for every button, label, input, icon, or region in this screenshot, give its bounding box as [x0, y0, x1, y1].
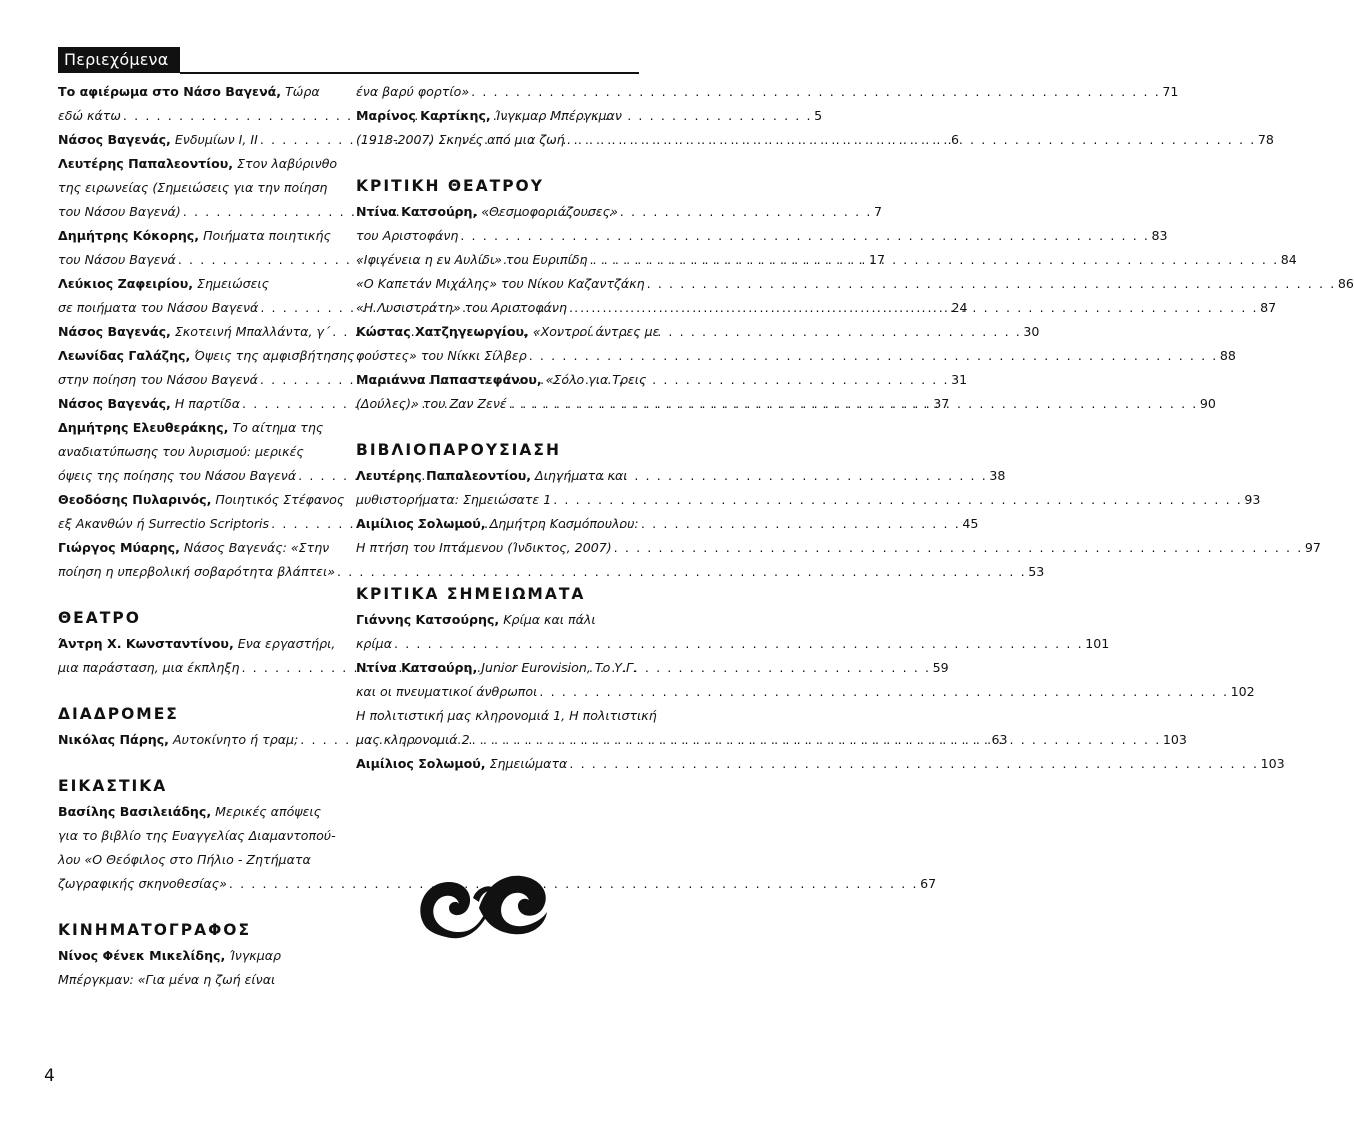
entry-author: Άντρη Χ. Κωνσταντίνου, — [58, 636, 234, 651]
entry-title: Όψεις της αμφισβήτησης — [190, 348, 355, 363]
entry-page: 45 — [962, 516, 979, 531]
entry-author: Γιώργος Μύαρης, — [58, 540, 180, 555]
entry-title: κρίμα — [356, 636, 392, 651]
entry-text — [58, 728, 298, 752]
entry-author: Δημήτρης Ελευθεράκης, — [58, 420, 229, 435]
entry-author: Μαρίνος Καρτίκης, — [356, 108, 491, 123]
entry-text — [58, 392, 240, 416]
entry-title: μυθιστορήματα: Σημειώσατε 1 — [356, 492, 552, 507]
header-rule — [180, 72, 639, 74]
toc-entry — [58, 800, 937, 896]
entry-text — [356, 128, 565, 152]
section-heading: ΒΙΒΛΙΟΠΑΡΟΥΣΙΑΣΗ — [356, 441, 561, 459]
entry-page: 103 — [1162, 732, 1187, 747]
entry-author: Θεοδόσης Πυλαρινός, — [58, 492, 212, 507]
leader-dots — [471, 80, 1160, 104]
entry-title: εξ Ακανθών ή Surrectio Scriptoris — [58, 516, 270, 531]
entry-page: 101 — [1085, 636, 1110, 651]
leader-dots — [569, 752, 1258, 776]
toc-line — [58, 968, 338, 992]
toc-line — [356, 80, 1179, 104]
entry-text — [356, 296, 567, 320]
toc-line — [356, 272, 1354, 296]
entry-author: Αιμίλιος Σολωμού, — [356, 756, 486, 771]
entry-title: του Αριστοφάνη — [356, 228, 459, 243]
leader-dots — [569, 296, 1258, 320]
entry-author: Μαριάννα Παπαστεφάνου, — [356, 372, 542, 387]
leader-dots — [460, 224, 1149, 248]
toc-line — [58, 632, 338, 656]
toc-line — [58, 536, 338, 560]
entry-title: όψεις της ποίησης του Νάσου Βαγενά — [58, 468, 297, 483]
entry-text — [58, 464, 296, 488]
entry-page: 88 — [1219, 348, 1236, 363]
entry-text — [356, 608, 596, 632]
entry-text — [58, 872, 227, 896]
entry-page: 86 — [1337, 276, 1354, 291]
entry-title: Ίνγκμαρ Μπέργκμαν — [490, 108, 622, 123]
entry-text — [58, 224, 331, 248]
entry-author: Βασίλης Βασιλειάδης, — [58, 804, 212, 819]
entry-page: 31 — [951, 372, 968, 387]
toc-line — [356, 104, 640, 128]
toc-line — [58, 848, 338, 872]
leader-dots — [590, 248, 1279, 272]
entry-text — [356, 200, 618, 224]
entry-page: 24 — [951, 300, 968, 315]
entry-text — [58, 824, 336, 848]
entry-text — [356, 80, 469, 104]
entry-title: Ενα εργαστήρι, — [233, 636, 336, 651]
entry-title: «Σόλο για Τρεις — [541, 372, 647, 387]
entry-title: Στον λαβύρινθο — [233, 156, 338, 171]
entry-text — [58, 344, 354, 368]
toc-line — [58, 272, 338, 296]
entry-author: Λευτέρης Παπαλεοντίου, — [356, 468, 532, 483]
entry-page: 53 — [1028, 564, 1045, 579]
toc-line — [356, 752, 1285, 776]
entry-text — [58, 848, 311, 872]
entry-text — [356, 248, 588, 272]
entry-title: μας κληρονομιά 2 — [356, 732, 470, 747]
toc-line — [58, 224, 338, 248]
entry-title: στην ποίηση του Νάσου Βαγενά — [58, 372, 258, 387]
entry-title: «Θεσμοφοριάζουσες» — [477, 204, 618, 219]
leader-dots — [539, 680, 1228, 704]
toc-line — [58, 416, 338, 440]
toc-line — [58, 176, 338, 200]
entry-title: Το αίτημα της — [228, 420, 324, 435]
entry-text — [58, 968, 275, 992]
entry-text — [356, 536, 612, 560]
toc-line — [356, 320, 660, 344]
entry-title: «Ο Καπετάν Μιχάλης» του Νίκου Καζαντζάκη — [356, 276, 645, 291]
entry-author: Λεύκιος Ζαφειρίου, — [58, 276, 194, 291]
entry-text — [58, 368, 258, 392]
entry-page: 84 — [1280, 252, 1297, 267]
entry-page: 7 — [873, 204, 882, 219]
entry-author: Νάσος Βαγενάς, — [58, 396, 171, 411]
entry-author: Ντίνα Κατσούρη, — [356, 660, 478, 675]
entry-title: ποίηση η υπερβολική σοβαρότητα βλάπτει» — [58, 564, 335, 579]
entry-title: Η παρτίδα — [170, 396, 241, 411]
section-heading: ΚΡΙΤΙΚΗ ΘΕΑΤΡΟΥ — [356, 177, 544, 195]
entry-page: 102 — [1230, 684, 1255, 699]
toc-entry — [356, 752, 1285, 776]
toc-line — [356, 704, 657, 728]
entry-title: μια παράσταση, μια έκπληξη — [58, 660, 240, 675]
entry-title: Ποιήματα ποιητικής — [199, 228, 331, 243]
entry-title: αναδιατύπωσης του λυρισμού: μερικές — [58, 444, 304, 459]
entry-text — [58, 944, 281, 968]
entry-author: Νίνος Φένεκ Μικελίδης, — [58, 948, 226, 963]
entry-text — [58, 320, 330, 344]
toc-line — [356, 656, 640, 680]
entry-text — [356, 104, 622, 128]
entry-title: λου «Ο Θεόφιλος στο Πήλιο - Ζητήματα — [58, 852, 311, 867]
entry-text — [356, 224, 458, 248]
entry-title: Διηγήματα και — [531, 468, 628, 483]
entry-title: του Νάσου Βαγενά) — [58, 204, 181, 219]
toc-line — [58, 440, 338, 464]
entry-text — [58, 80, 320, 104]
toc-entry — [356, 104, 1274, 152]
entry-title: Μπέργκμαν: «Για μένα η ζωή είναι — [58, 972, 276, 987]
entry-author: Λεωνίδας Γαλάζης, — [58, 348, 191, 363]
entry-page: 67 — [920, 876, 937, 891]
entry-title: της ειρωνείας (Σημειώσεις για την ποίηση — [58, 180, 328, 195]
section-heading: ΘΕΑΤΡΟ — [58, 609, 141, 627]
toc-line — [58, 560, 1045, 584]
toc-line — [356, 368, 647, 392]
entry-author: Γιάννης Κατσούρης, — [356, 612, 500, 627]
toc-line — [58, 488, 345, 512]
toc-line — [58, 872, 937, 896]
toc-line — [356, 344, 1236, 368]
section-heading: ΚΡΙΤΙΚΑ ΣΗΜΕΙΩΜΑΤΑ — [356, 585, 586, 603]
entry-author: Ντίνα Κατσούρη, — [356, 204, 478, 219]
entry-text — [58, 560, 335, 584]
entry-page: 30 — [1023, 324, 1040, 339]
toc-line — [58, 80, 338, 104]
entry-title: «Ιφιγένεια η εν Αυλίδι» του Ευριπίδη — [356, 252, 588, 267]
entry-title: «Η Λυσιστράτη» του Αριστοφάνη — [356, 300, 567, 315]
leader-dots — [567, 128, 1256, 152]
entry-text — [58, 416, 323, 440]
entry-author: Νάσος Βαγενάς, — [58, 132, 171, 147]
entry-text — [58, 488, 344, 512]
entry-title: ζωγραφικής σκηνοθεσίας» — [58, 876, 227, 891]
toc-line — [356, 224, 1168, 248]
entry-page: 87 — [1260, 300, 1277, 315]
section-heading: ΔΙΑΔΡΟΜΕΣ — [58, 705, 179, 723]
toc-line — [356, 512, 640, 536]
entry-text — [58, 200, 181, 224]
entry-title: Ίνγκμαρ — [225, 948, 282, 963]
page-number: 4 — [44, 1066, 55, 1086]
entry-page: 93 — [1244, 492, 1261, 507]
entry-title: ένα βαρύ φορτίο» — [356, 84, 470, 99]
entry-text — [356, 320, 659, 344]
entry-title: Κρίμα και πάλι — [499, 612, 596, 627]
entry-title: Ποιητικός Στέφανος — [211, 492, 345, 507]
leader-dots — [394, 632, 1083, 656]
entry-title: Τώρα — [281, 84, 320, 99]
entry-text — [356, 464, 628, 488]
entry-page: 83 — [1151, 228, 1168, 243]
entry-text — [58, 128, 258, 152]
toc-entry — [356, 608, 1110, 656]
toc-line — [356, 488, 1261, 512]
entry-text — [58, 152, 337, 176]
entry-title: φούστες» του Νίκκι Σίλβερ — [356, 348, 527, 363]
leader-dots — [614, 536, 1303, 560]
entry-text — [58, 272, 269, 296]
entry-text — [58, 104, 121, 128]
entry-title: Σκοτεινή Μπαλλάντα, γ΄ — [170, 324, 331, 339]
entry-author: Λευτέρης Παπαλεοντίου, — [58, 156, 234, 171]
leader-dots — [529, 344, 1218, 368]
entry-page: 37 — [933, 396, 950, 411]
entry-page: 97 — [1304, 540, 1321, 555]
entry-title: (1918-2007) Σκηνές από μια ζωή — [356, 132, 565, 147]
toc-line — [356, 536, 1321, 560]
entry-title: Η πολιτιστική μας κληρονομιά 1, Η πολιτιστική — [356, 708, 657, 723]
entry-title: Μερικές απόψεις — [211, 804, 322, 819]
entry-page: 5 — [814, 108, 823, 123]
leader-dots — [509, 392, 1198, 416]
entry-author: Νάσος Βαγενάς, — [58, 324, 171, 339]
entry-text — [58, 440, 304, 464]
entry-page: 78 — [1257, 132, 1274, 147]
toc-line — [58, 944, 338, 968]
entry-title: (Δούλες)» του Ζαν Ζενέ — [356, 396, 507, 411]
entry-title: εδώ κάτω — [58, 108, 121, 123]
entry-title: Δημήτρη Κοσμόπουλου: — [485, 516, 639, 531]
toc-line — [356, 608, 640, 632]
entry-page: 38 — [989, 468, 1006, 483]
entry-text — [58, 800, 321, 824]
entry-author: Νικόλας Πάρης, — [58, 732, 169, 747]
entry-title: Νάσος Βαγενάς: «Στην — [179, 540, 330, 555]
entry-title: Σημειώσεις — [193, 276, 270, 291]
entry-title: του Νάσου Βαγενά — [58, 252, 176, 267]
entry-title: Αυτοκίνητο ή τραμ; — [168, 732, 299, 747]
toc-line — [356, 464, 640, 488]
toc-entry — [356, 80, 1179, 104]
entry-page: 90 — [1199, 396, 1216, 411]
leader-dots — [553, 488, 1242, 512]
entry-text — [58, 296, 258, 320]
entry-text — [356, 368, 646, 392]
toc-line — [58, 800, 338, 824]
entry-title: «Χοντροί άντρες με — [528, 324, 660, 339]
entry-text — [58, 512, 269, 536]
entry-author: Δημήτρης Κόκορης, — [58, 228, 200, 243]
entry-text — [356, 656, 637, 680]
entry-text — [356, 704, 657, 728]
entry-text — [356, 344, 527, 368]
toc-line — [356, 128, 1274, 152]
leader-dots — [647, 272, 1336, 296]
entry-text — [356, 488, 551, 512]
leader-dots — [229, 872, 918, 896]
ornament-right-scroll — [479, 876, 547, 934]
entry-page: 17 — [869, 252, 886, 267]
entry-title: σε ποιήματα του Νάσου Βαγενά — [58, 300, 259, 315]
entry-text — [58, 632, 335, 656]
entry-page: 6 — [951, 132, 960, 147]
entry-text — [356, 680, 537, 704]
toc-line — [58, 344, 355, 368]
entry-page: 59 — [932, 660, 949, 675]
toc-line — [356, 680, 1255, 704]
entry-author: Κώστας Χατζηγεωργίου, — [356, 324, 529, 339]
leader-dots — [472, 728, 1161, 752]
entry-text — [356, 632, 392, 656]
entry-text — [356, 272, 645, 296]
entry-text — [58, 248, 176, 272]
section-heading: ΚΙΝΗΜΑΤΟΓΡΑΦΟΣ — [58, 921, 252, 939]
entry-text — [58, 656, 239, 680]
entry-author: Το αφιέρωμα στο Νάσο Βαγενά, — [58, 84, 282, 99]
entry-title: Junior Eurovision, Το Υ.Γ. — [477, 660, 637, 675]
entry-title: Ενδυμίων Ι, ΙΙ — [170, 132, 258, 147]
entry-title: για το βιβλίο της Ευαγγελίας Διαμαντοπού- — [58, 828, 336, 843]
entry-text — [356, 728, 470, 752]
entry-page: 103 — [1260, 756, 1285, 771]
entry-page: 71 — [1162, 84, 1179, 99]
contents-heading: Περιεχόμενα — [58, 47, 180, 73]
entry-text — [356, 752, 567, 776]
entry-text — [356, 392, 507, 416]
entry-page: 63 — [991, 732, 1008, 747]
toc-line — [356, 632, 1110, 656]
entry-title: και οι πνευματικοί άνθρωποι — [356, 684, 538, 699]
entry-text — [356, 512, 639, 536]
entry-title: Σημειώματα — [485, 756, 568, 771]
entry-author: Αιμίλιος Σολωμού, — [356, 516, 486, 531]
toc-line — [58, 152, 338, 176]
toc-line — [356, 200, 640, 224]
entry-text — [58, 536, 329, 560]
toc-entry — [58, 944, 338, 992]
toc-line — [58, 824, 338, 848]
entry-title: Η πτήση του Ιπτάμενου (Ίνδικτος, 2007) — [356, 540, 612, 555]
decorative-ornament — [415, 868, 555, 940]
section-heading: ΕΙΚΑΣΤΙΚΑ — [58, 777, 168, 795]
entry-text — [58, 176, 327, 200]
